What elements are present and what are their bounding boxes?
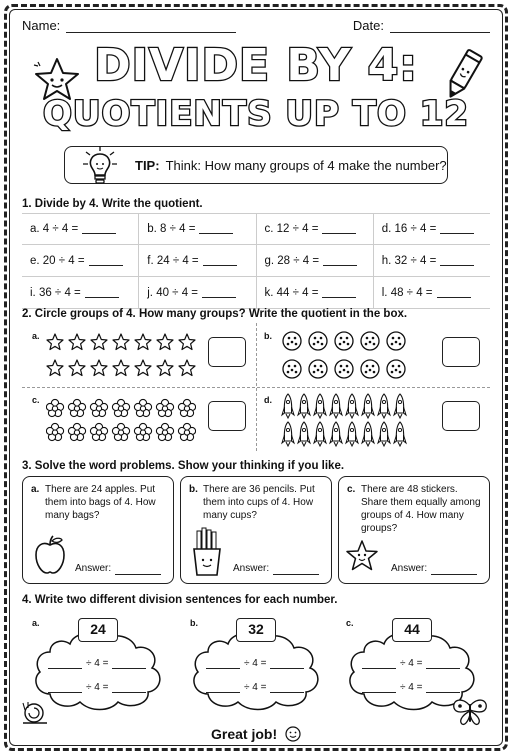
- quotient-blank[interactable]: [112, 683, 146, 693]
- tip-label: TIP:: [135, 157, 160, 173]
- dividend-blank[interactable]: [206, 683, 240, 693]
- answer-box-b[interactable]: [442, 337, 480, 367]
- division-text: ÷ 4 =: [244, 658, 267, 669]
- question-text: j. 40 ÷ 4 =: [147, 286, 198, 299]
- quotient-blank[interactable]: [112, 659, 146, 669]
- answer-line: [391, 562, 477, 575]
- division-line: [48, 682, 146, 693]
- answer-box-a[interactable]: [208, 337, 246, 367]
- question-text: c. 12 ÷ 4 =: [264, 223, 319, 235]
- question-text: l. 48 ÷ 4 =: [381, 286, 433, 299]
- answer-blank[interactable]: [437, 288, 471, 298]
- division-line: [362, 658, 460, 669]
- great-job-footer: [0, 726, 512, 742]
- quotient-cell[interactable]: [22, 277, 139, 308]
- question-text: a. 4 ÷ 4 =: [30, 223, 79, 235]
- flowers-group: [46, 395, 196, 445]
- date-label: Date:: [352, 18, 384, 33]
- name-label: Name:: [22, 18, 61, 33]
- problem-text: There are 48 stickers. Share them equally among groups of 4. How many groups?: [361, 484, 481, 534]
- word-problem-a: [22, 476, 174, 584]
- cloud-label: a.: [32, 618, 40, 628]
- question-text: e. 20 ÷ 4 =: [30, 254, 85, 267]
- quotient-row: [22, 245, 490, 277]
- cloud-number: 24: [78, 618, 118, 642]
- quotient-grid: [22, 213, 490, 309]
- name-field: [22, 18, 236, 33]
- answer-blank[interactable]: [323, 256, 357, 266]
- question-text: b. 8 ÷ 4 =: [147, 223, 196, 235]
- answer-blank[interactable]: [322, 288, 356, 298]
- section-3-title: 3. Solve the word problems. Show your thinking if you like.: [22, 460, 345, 472]
- dividend-blank[interactable]: [362, 659, 396, 669]
- answer-label: Answer:: [75, 563, 112, 574]
- division-line: [206, 658, 304, 669]
- star-sticker-icon: [345, 539, 379, 573]
- dividend-blank[interactable]: [48, 659, 82, 669]
- cookies-group: [280, 329, 410, 383]
- cloud-b: [188, 614, 324, 714]
- division-line: [362, 682, 460, 693]
- date-field: [353, 18, 490, 33]
- question-text: i. 36 ÷ 4 =: [30, 286, 81, 299]
- answer-blank[interactable]: [203, 256, 237, 266]
- quotient-cell[interactable]: [257, 245, 374, 276]
- answer-blank[interactable]: [440, 256, 474, 266]
- quotient-cell[interactable]: [374, 214, 490, 244]
- quotient-blank[interactable]: [426, 683, 460, 693]
- problem-label: b.: [189, 484, 198, 495]
- division-line: [48, 658, 146, 669]
- dividend-blank[interactable]: [48, 683, 82, 693]
- cloud-label: b.: [190, 618, 198, 628]
- answer-blank[interactable]: [322, 224, 356, 234]
- answer-blank[interactable]: [440, 224, 474, 234]
- question-text: h. 32 ÷ 4 =: [381, 254, 437, 267]
- cloud-number: 44: [392, 618, 432, 642]
- item-label-d: d.: [264, 395, 272, 405]
- quotient-cell[interactable]: [374, 245, 490, 276]
- answer-blank[interactable]: [115, 565, 161, 575]
- answer-blank[interactable]: [82, 224, 116, 234]
- division-line: [206, 682, 304, 693]
- answer-box-d[interactable]: [442, 401, 480, 431]
- problem-text: There are 24 apples. Put them into bags of 4. How many bags?: [45, 484, 156, 521]
- answer-line: [75, 562, 161, 575]
- section-2-title: 2. Circle groups of 4. How many groups? Write the quotient in the box.: [22, 308, 408, 320]
- quotient-row: [22, 277, 490, 309]
- division-text: ÷ 4 =: [86, 682, 109, 693]
- quotient-cell[interactable]: [139, 214, 256, 244]
- section-4-title: 4. Write two different division sentences for each number.: [22, 594, 338, 606]
- quotient-cell[interactable]: [22, 214, 139, 244]
- answer-label: Answer:: [391, 563, 428, 574]
- question-text: g. 28 ÷ 4 =: [264, 254, 320, 267]
- smiley-icon: [285, 726, 301, 742]
- quotient-blank[interactable]: [270, 659, 304, 669]
- answer-label: Answer:: [233, 563, 270, 574]
- quotient-blank[interactable]: [270, 683, 304, 693]
- date-blank[interactable]: [390, 19, 490, 33]
- quotient-cell[interactable]: [257, 214, 374, 244]
- cloud-a: [30, 614, 166, 714]
- answer-line: [233, 562, 319, 575]
- quotient-cell[interactable]: [22, 245, 139, 276]
- quotient-cell[interactable]: [139, 277, 256, 308]
- question-text: d. 16 ÷ 4 =: [381, 223, 437, 235]
- answer-box-c[interactable]: [208, 401, 246, 431]
- answer-blank[interactable]: [273, 565, 319, 575]
- header-row: [22, 18, 490, 33]
- divider-horizontal: [22, 387, 490, 388]
- rockets-group: [278, 391, 468, 449]
- item-label-b: b.: [264, 331, 272, 341]
- problem-text: There are 36 pencils. Put them into cups of 4. How many cups?: [203, 484, 315, 521]
- quotient-row: [22, 213, 490, 245]
- name-blank[interactable]: [66, 19, 236, 33]
- dividend-blank[interactable]: [206, 659, 240, 669]
- quotient-cell[interactable]: [374, 277, 490, 308]
- answer-blank[interactable]: [199, 224, 233, 234]
- division-text: ÷ 4 =: [244, 682, 267, 693]
- division-text: ÷ 4 =: [400, 682, 423, 693]
- lightbulb-icon: [80, 144, 120, 188]
- pencil-cup-icon: [189, 527, 225, 577]
- word-problem-b: [180, 476, 332, 584]
- problem-label: a.: [31, 484, 40, 495]
- circle-groups-area: [22, 323, 490, 451]
- title-line-1: DIVIDE BY 4:: [94, 40, 418, 91]
- quotient-blank[interactable]: [426, 659, 460, 669]
- cloud-label: c.: [346, 618, 354, 628]
- quotient-cell[interactable]: [139, 245, 256, 276]
- problem-label: c.: [347, 484, 356, 495]
- item-label-c: c.: [32, 395, 40, 405]
- answer-blank[interactable]: [202, 288, 236, 298]
- section-1-title: 1. Divide by 4. Write the quotient.: [22, 198, 203, 210]
- tip-text: Think: How many groups of 4 make the number?: [165, 157, 447, 173]
- title-line-2: QUOTIENTS UP TO 12: [42, 94, 470, 134]
- great-job-text: Great job!: [210, 726, 278, 742]
- division-text: ÷ 4 =: [400, 658, 423, 669]
- answer-blank[interactable]: [85, 288, 119, 298]
- division-text: ÷ 4 =: [86, 658, 109, 669]
- stars-group: [46, 331, 196, 381]
- question-text: f. 24 ÷ 4 =: [147, 254, 199, 267]
- answer-blank[interactable]: [431, 565, 477, 575]
- apple-icon: [33, 535, 67, 575]
- quotient-cell[interactable]: [257, 277, 374, 308]
- snail-icon: [20, 700, 50, 726]
- item-label-a: a.: [32, 331, 40, 341]
- tip-box: [64, 146, 448, 184]
- question-text: k. 44 ÷ 4 =: [264, 286, 319, 299]
- answer-blank[interactable]: [89, 256, 123, 266]
- cloud-number: 32: [236, 618, 276, 642]
- butterfly-icon: [450, 696, 490, 728]
- dividend-blank[interactable]: [362, 683, 396, 693]
- word-problem-c: [338, 476, 490, 584]
